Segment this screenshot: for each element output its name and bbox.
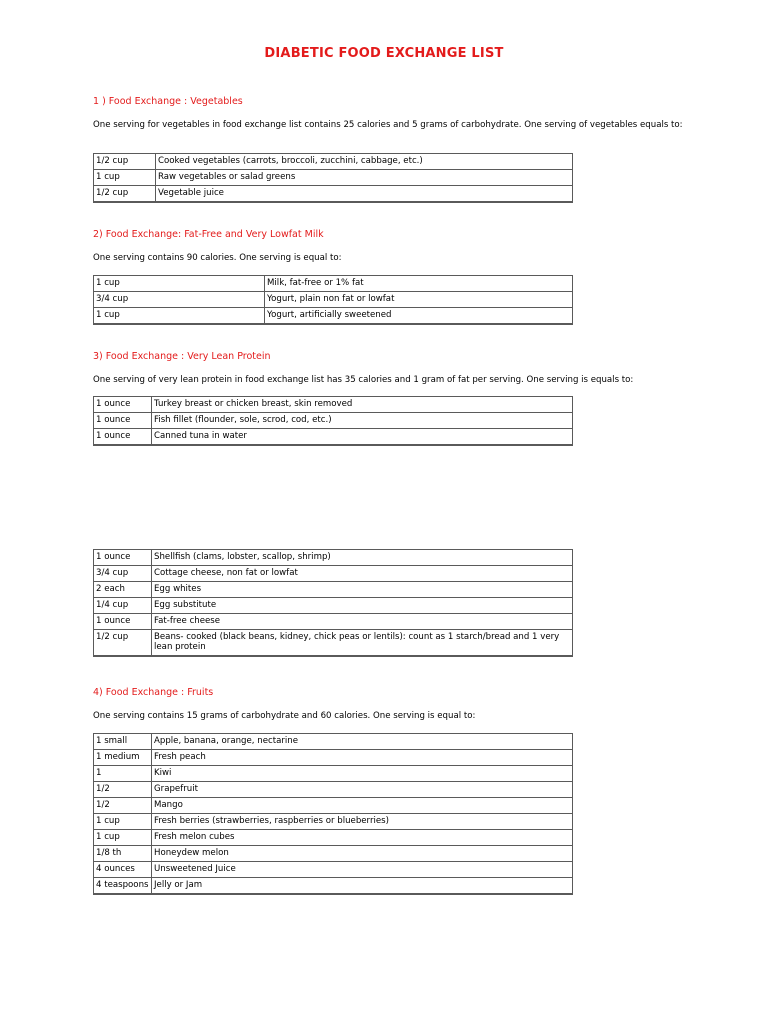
food-item: Turkey breast or chicken breast, skin removed [152, 397, 573, 413]
table-row [94, 170, 573, 186]
food-item: Fresh berries (strawberries, raspberries or blueberries) [152, 814, 573, 830]
fruits-heading: 4) Food Exchange : Fruits [93, 687, 214, 698]
table-row [94, 766, 573, 782]
food-item: Egg substitute [152, 598, 573, 614]
table-row [94, 630, 573, 657]
serving-amount: 1 small [94, 734, 152, 750]
serving-amount: 1/2 [94, 782, 152, 798]
serving-amount: 2 each [94, 582, 152, 598]
serving-amount: 1 cup [94, 830, 152, 846]
food-item: Fat-free cheese [152, 614, 573, 630]
food-item: Yogurt, artificially sweetened [265, 308, 573, 325]
table-row [94, 550, 573, 566]
food-item: Beans- cooked (black beans, kidney, chick peas or lentils): count as 1 starch/bread and 1 very lean protein [152, 630, 573, 657]
table-row [94, 614, 573, 630]
table-row [94, 798, 573, 814]
fruits-table [93, 733, 573, 895]
food-item: Fresh peach [152, 750, 573, 766]
table-row [94, 292, 573, 308]
serving-amount: 1 cup [94, 170, 156, 186]
serving-amount: 1 [94, 766, 152, 782]
vegetables-intro: One serving for vegetables in food exchange list contains 25 calories and 5 grams of carbohydrate. One serving of vegetables equals to: [93, 120, 683, 130]
food-item: Canned tuna in water [152, 429, 573, 446]
vegetables-heading: 1 ) Food Exchange : Vegetables [93, 96, 243, 107]
food-item: Cottage cheese, non fat or lowfat [152, 566, 573, 582]
table-row [94, 566, 573, 582]
serving-amount: 1/2 cup [94, 154, 156, 170]
food-item: Yogurt, plain non fat or lowfat [265, 292, 573, 308]
table-row [94, 734, 573, 750]
table-row [94, 429, 573, 446]
serving-amount: 1 cup [94, 814, 152, 830]
serving-amount: 1/2 cup [94, 630, 152, 657]
food-item: Grapefruit [152, 782, 573, 798]
serving-amount: 1/4 cup [94, 598, 152, 614]
food-item: Cooked vegetables (carrots, broccoli, zucchini, cabbage, etc.) [156, 154, 573, 170]
page-title: DIABETIC FOOD EXCHANGE LIST [264, 46, 504, 61]
food-item: Kiwi [152, 766, 573, 782]
vegetables-table [93, 153, 573, 203]
serving-amount: 1 cup [94, 276, 265, 292]
milk-table [93, 275, 573, 325]
food-item: Honeydew melon [152, 846, 573, 862]
table-row [94, 814, 573, 830]
table-row [94, 846, 573, 862]
serving-amount: 1 cup [94, 308, 265, 325]
protein-intro: One serving of very lean protein in food exchange list has 35 calories and 1 gram of fat per serving. One serving is equals to: [93, 375, 634, 385]
serving-amount: 1/2 cup [94, 186, 156, 203]
table-row [94, 582, 573, 598]
serving-amount: 1 ounce [94, 397, 152, 413]
table-row [94, 598, 573, 614]
protein-table [93, 396, 573, 446]
protein-table-continued [93, 549, 573, 657]
food-item: Jelly or Jam [152, 878, 573, 895]
table-row [94, 878, 573, 895]
table-row [94, 154, 573, 170]
milk-intro: One serving contains 90 calories. One serving is equal to: [93, 253, 342, 263]
food-item: Unsweetened Juice [152, 862, 573, 878]
fruits-intro: One serving contains 15 grams of carbohydrate and 60 calories. One serving is equal to: [93, 711, 476, 721]
milk-heading: 2) Food Exchange: Fat-Free and Very Lowfat Milk [93, 229, 324, 240]
protein-heading: 3) Food Exchange : Very Lean Protein [93, 351, 271, 362]
food-item: Apple, banana, orange, nectarine [152, 734, 573, 750]
serving-amount: 1 ounce [94, 550, 152, 566]
table-row [94, 862, 573, 878]
food-item: Raw vegetables or salad greens [156, 170, 573, 186]
serving-amount: 1 medium [94, 750, 152, 766]
food-item: Vegetable juice [156, 186, 573, 203]
food-item: Milk, fat-free or 1% fat [265, 276, 573, 292]
food-item: Shellfish (clams, lobster, scallop, shrimp) [152, 550, 573, 566]
food-item: Mango [152, 798, 573, 814]
food-item: Egg whites [152, 582, 573, 598]
table-row [94, 276, 573, 292]
serving-amount: 4 ounces [94, 862, 152, 878]
food-item: Fish fillet (flounder, sole, scrod, cod, etc.) [152, 413, 573, 429]
serving-amount: 1 ounce [94, 614, 152, 630]
table-row [94, 308, 573, 325]
table-row [94, 830, 573, 846]
table-row [94, 186, 573, 203]
table-row [94, 413, 573, 429]
serving-amount: 3/4 cup [94, 292, 265, 308]
serving-amount: 1 ounce [94, 413, 152, 429]
serving-amount: 1/8 th [94, 846, 152, 862]
serving-amount: 1 ounce [94, 429, 152, 446]
food-item: Fresh melon cubes [152, 830, 573, 846]
table-row [94, 750, 573, 766]
table-row [94, 782, 573, 798]
table-row [94, 397, 573, 413]
serving-amount: 4 teaspoons [94, 878, 152, 895]
serving-amount: 1/2 [94, 798, 152, 814]
serving-amount: 3/4 cup [94, 566, 152, 582]
